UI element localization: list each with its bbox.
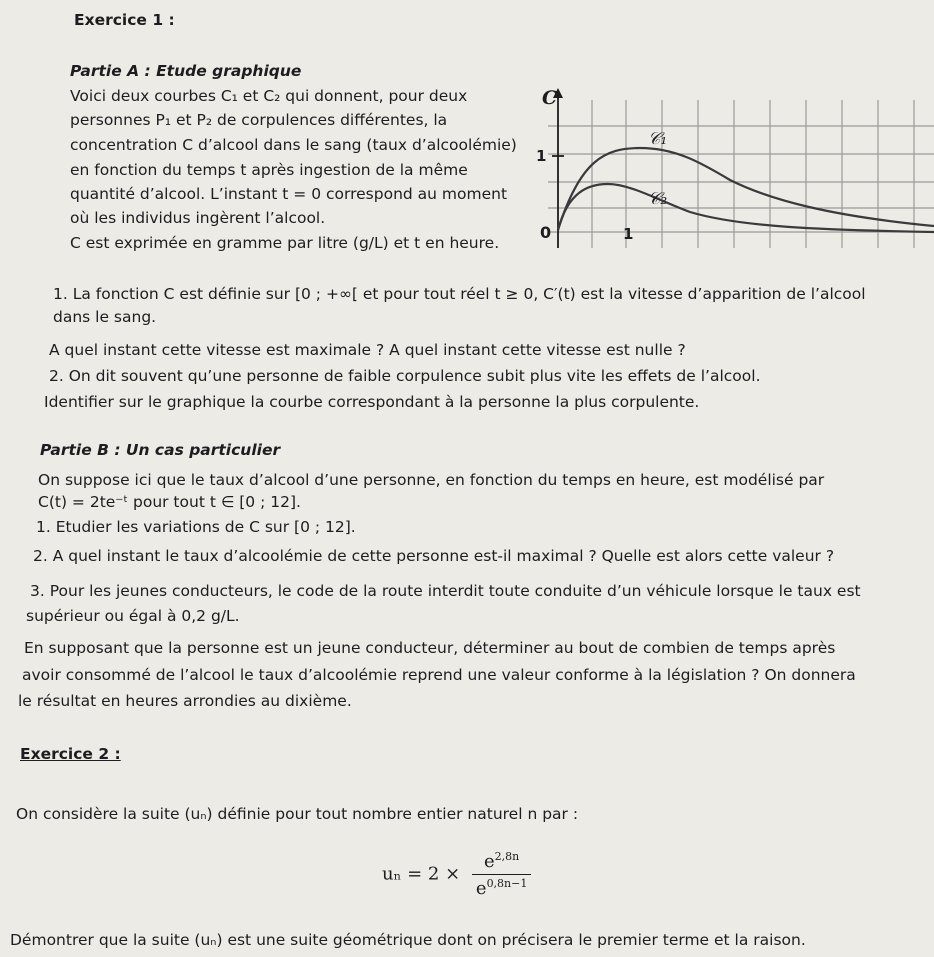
part-a-title: Partie A : Etude graphique [70, 62, 302, 80]
part-b-q3-line-5: le résultat en heures arrondies au dixième. [18, 692, 352, 710]
part-b-q3-line-1: 3. Pour les jeunes conducteurs, le code de la route interdit toute conduite d’un véhicule lorsque le taux est [30, 582, 861, 600]
sequence-formula [382, 850, 531, 899]
part-b-intro-line-1: On suppose ici que le taux d’alcool d’une personne, en fonction du temps en heure, est modélisé par [38, 471, 825, 489]
y-axis-label: C [542, 87, 558, 109]
part-b-model-formula: C(t) = 2te⁻ᵗ pour tout t ∈ [0 ; 12]. [38, 493, 301, 511]
part-a-intro-line-3: concentration C d’alcool dans le sang (taux d’alcoolémie) [70, 136, 517, 154]
part-b-title: Partie B : Un cas particulier [40, 441, 281, 459]
part-b-q2: 2. A quel instant le taux d’alcoolémie de cette personne est-il maximal ? Quelle est alors cette valeur ? [33, 547, 835, 565]
part-a-intro-line-1: Voici deux courbes C₁ et C₂ qui donnent, pour deux [70, 87, 468, 105]
concentration-graph [500, 82, 934, 250]
part-a-intro-line-6: où les individus ingèrent l’alcool. [70, 209, 326, 227]
part-b-q3-line-4: avoir consommé de l’alcool le taux d’alcoolémie reprend une valeur conforme à la législation ? On donnera [22, 666, 856, 684]
curve-c1-label: 𝒞₁ [648, 129, 668, 149]
part-a-q2-line-1: 2. On dit souvent qu’une personne de faible corpulence subit plus vite les effets de l’alcool. [49, 367, 761, 385]
formula-fraction [472, 850, 531, 899]
part-a-intro-line-4: en fonction du temps t après ingestion de la même [70, 161, 468, 179]
formula-lhs: uₙ = 2 × [382, 863, 461, 885]
part-b-q3-line-2: supérieur ou égal à 0,2 g/L. [26, 607, 240, 625]
part-a-q2-line-2: Identifier sur le graphique la courbe correspondant à la personne la plus corpulente. [44, 393, 700, 411]
part-b-q1: 1. Etudier les variations de C sur [0 ; 12]. [36, 518, 356, 536]
curve-c2-label: 𝒞₂ [648, 189, 668, 209]
part-b-q3-line-3: En supposant que la personne est un jeune conducteur, déterminer au bout de combien de temps après [24, 639, 836, 657]
part-a-intro-line-5: quantité d’alcool. L’instant t = 0 correspond au moment [70, 185, 508, 203]
part-a-intro-line-2: personnes P₁ et P₂ de corpulences différentes, la [70, 111, 448, 129]
x-tick-label: 1 [623, 225, 634, 243]
part-a-q1-line-3: A quel instant cette vitesse est maximale ? A quel instant cette vitesse est nulle ? [49, 341, 686, 359]
exercise-2-title: Exercice 2 : [20, 745, 121, 763]
formula-numerator: $e^{2,8n}$ [472, 850, 531, 875]
graph-grid [548, 100, 934, 248]
exercise-1-title: Exercice 1 : [74, 11, 175, 29]
formula-denominator: $e^{0,8n-1}$ [475, 877, 528, 899]
part-a-q1-line-1: 1. La fonction C est définie sur [0 ; +∞[ et pour tout réel t ≥ 0, C′(t) est la vitesse d’apparition de l’alcool [53, 285, 866, 303]
origin-label: 0 [540, 223, 552, 242]
exercise-2-question: Démontrer que la suite (uₙ) est une suite géométrique dont on précisera le premier terme et la raison. [10, 931, 806, 949]
y-tick-label: 1 [536, 147, 547, 165]
part-a-q1-line-2: dans le sang. [53, 308, 157, 326]
part-a-intro-line-7: C est exprimée en gramme par litre (g/L) et t en heure. [70, 234, 500, 252]
exercise-2-intro: On considère la suite (uₙ) définie pour tout nombre entier naturel n par : [16, 805, 579, 823]
